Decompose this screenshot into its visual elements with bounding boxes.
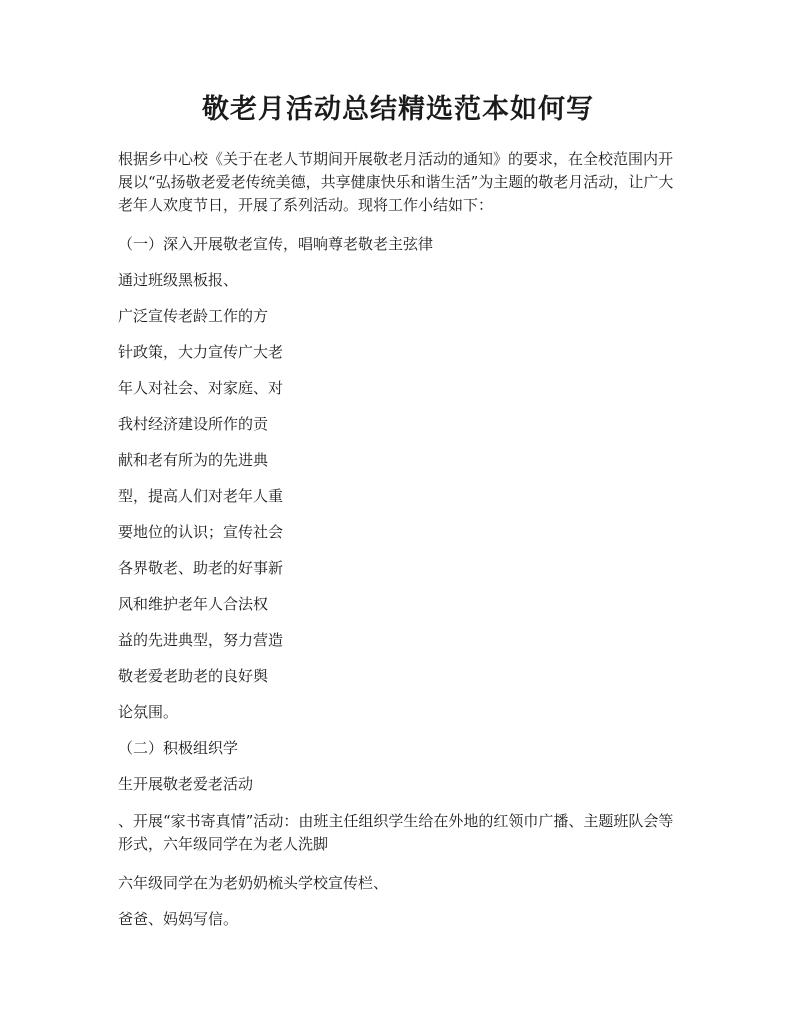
section2-line: 爸爸、妈妈写信。 <box>118 910 239 928</box>
section1-line: 通过班级黑板报、 <box>118 271 239 289</box>
section2-line: 生开展敬老爱老活动 <box>118 775 254 793</box>
page-title: 敬老月活动总结精选范本如何写 <box>202 94 594 125</box>
section1-line: 要地位的认识；宣传社会 <box>118 523 284 541</box>
section2-line: 六年级同学在为老奶奶梳头学校宣传栏、 <box>118 874 389 892</box>
section1-line: 年人对社会、对家庭、对 <box>118 379 284 397</box>
section1-line: 敬老爱老助老的良好舆 <box>118 667 269 685</box>
section1-heading: （一）深入开展敬老宣传，唱响尊老敬老主弦律 <box>118 235 434 253</box>
section1-line: 献和老有所为的先进典 <box>118 451 269 469</box>
section1-line: 风和维护老年人合法权 <box>118 595 269 613</box>
intro-paragraph: 根据乡中心校《关于在老人节期间开展敬老月活动的通知》的要求，在全校范围内开展以“弘扬敬老爱老传统美德，共享健康快乐和谐生活”为主题的敬老月活动，让广大老年人欢度节日，开展了系列活动。现将工作小结如下： <box>118 150 674 214</box>
section1-line: 益的先进典型，努力营造 <box>118 631 284 649</box>
section2-heading: （二）积极组织学 <box>118 739 239 757</box>
section1-line: 各界敬老、助老的好事新 <box>118 559 284 577</box>
section1-line: 广泛宣传老龄工作的方 <box>118 307 269 325</box>
section1-line: 论氛围。 <box>118 703 179 721</box>
section2-paragraph: 、开展“家书寄真情”活动：由班主任组织学生给在外地的红领巾广播、主题班队会等形式，六年级同学在为老人洗脚 <box>118 812 674 853</box>
section1-line: 我村经济建设所作的贡 <box>118 415 269 433</box>
section1-line: 型，提高人们对老年人重 <box>118 487 284 505</box>
section1-line: 针政策，大力宣传广大老 <box>118 343 284 361</box>
